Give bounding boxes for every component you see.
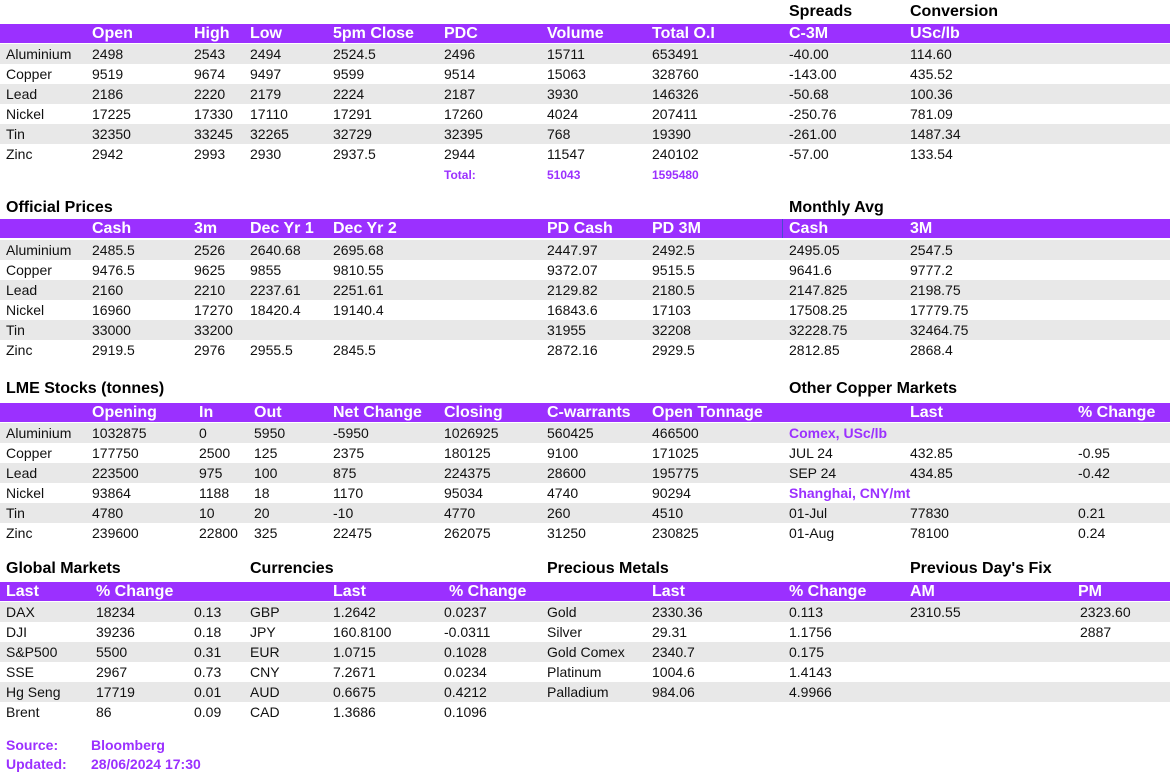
total-label: Total:: [444, 168, 476, 182]
fix-cell: 2323.60: [1080, 604, 1131, 620]
column-header: PD Cash: [547, 220, 613, 237]
fix-cell: 2310.55: [910, 604, 961, 620]
precious-cell: Platinum: [547, 664, 602, 680]
copper-market-label: JUL 24: [789, 445, 833, 461]
column-header: High: [194, 25, 230, 42]
currencies-cell: 0.1096: [444, 704, 487, 720]
global-cell: 0.09: [194, 704, 222, 720]
market-cell: -40.00: [789, 46, 829, 62]
currencies-cell: 1.2642: [333, 604, 376, 620]
official-cell: 9625: [194, 262, 226, 278]
market-cell: 2543: [194, 46, 226, 62]
column-header: Opening: [92, 404, 157, 421]
market-cell: 17110: [250, 106, 288, 122]
column-header: % Change: [789, 583, 867, 600]
column-header: C-3M: [789, 25, 829, 42]
source-label: Source:: [6, 737, 59, 753]
column-header: 3M: [910, 220, 933, 237]
column-header: Total O.I: [652, 25, 715, 42]
stocks-cell: Copper: [6, 445, 52, 461]
copper-market-change: 0.21: [1078, 505, 1106, 521]
copper-market-change: 0.24: [1078, 525, 1106, 541]
stocks-cell: 4740: [547, 485, 579, 501]
column-header: Open: [92, 25, 133, 42]
copper-market-last: 432.85: [910, 445, 953, 461]
global-cell: 2967: [96, 664, 128, 680]
stocks-cell: 262075: [444, 525, 491, 541]
market-cell: 15063: [547, 66, 586, 82]
stocks-cell: 9100: [547, 445, 579, 461]
global-cell: SSE: [6, 664, 35, 680]
column-header: In: [199, 404, 214, 421]
market-cell: 2220: [194, 86, 226, 102]
stocks-cell: 90294: [652, 485, 691, 501]
market-cell: 1487.34: [910, 126, 961, 142]
precious-cell: 1004.6: [652, 664, 695, 680]
currencies-title: Currencies: [250, 560, 334, 577]
market-cell: 2937.5: [333, 146, 376, 162]
copper-market-label: Comex, USc/lb: [789, 425, 888, 441]
stocks-cell: -10: [333, 505, 354, 521]
global-cell: DAX: [6, 604, 35, 620]
official-cell: 33200: [194, 322, 233, 338]
precious-cell: 29.31: [652, 624, 688, 640]
official-cell: 2160: [92, 282, 124, 298]
official-cell: 2547.5: [910, 242, 953, 258]
official-cell: 19140.4: [333, 302, 384, 318]
official-cell: Copper: [6, 262, 52, 278]
precious-cell: 1.4143: [789, 664, 832, 680]
stocks-cell: 28600: [547, 465, 586, 481]
stocks-cell: 10: [199, 505, 215, 521]
official-cell: 32228.75: [789, 322, 848, 338]
market-cell: 17330: [194, 106, 233, 122]
official-cell: 17508.25: [789, 302, 848, 318]
stocks-cell: 560425: [547, 425, 594, 441]
row-shade: [0, 124, 1170, 144]
currencies-cell: 7.2671: [333, 664, 376, 680]
market-cell: -250.76: [789, 106, 837, 122]
column-header: % Change: [1078, 404, 1156, 421]
official-cell: 17103: [652, 302, 691, 318]
market-cell: 32729: [333, 126, 372, 142]
market-cell: 4024: [547, 106, 579, 122]
source-value: Bloomberg: [91, 737, 165, 753]
copper-market-last: 77830: [910, 505, 949, 521]
market-cell: 9599: [333, 66, 365, 82]
copper-market-label: 01-Jul: [789, 505, 828, 521]
official-cell: 2695.68: [333, 242, 384, 258]
official-cell: 2237.61: [250, 282, 301, 298]
official-cell: 2640.68: [250, 242, 301, 258]
precious-cell: Silver: [547, 624, 583, 640]
official-cell: 2198.75: [910, 282, 961, 298]
column-header: Closing: [444, 404, 503, 421]
official-cell: 17270: [194, 302, 233, 318]
stocks-cell: 195775: [652, 465, 699, 481]
stocks-cell: 260: [547, 505, 571, 521]
official-cell: 9855: [250, 262, 282, 278]
copper-market-label: Shanghai, CNY/mt: [789, 485, 911, 501]
market-cell: 2224: [333, 86, 365, 102]
currencies-cell: 1.3686: [333, 704, 376, 720]
market-cell: 2524.5: [333, 46, 376, 62]
precious-cell: Gold: [547, 604, 577, 620]
official-cell: 9476.5: [92, 262, 135, 278]
market-cell: -50.68: [789, 86, 829, 102]
global-cell: Brent: [6, 704, 40, 720]
official-cell: 2485.5: [92, 242, 135, 258]
market-cell: 2496: [444, 46, 476, 62]
market-cell: 2993: [194, 146, 226, 162]
stocks-cell: 20: [254, 505, 270, 521]
market-cell: Copper: [6, 66, 52, 82]
market-cell: 2942: [92, 146, 124, 162]
precious-cell: Palladium: [547, 684, 609, 700]
stocks-cell: 230825: [652, 525, 699, 541]
official-cell: 32208: [652, 322, 691, 338]
market-cell: 17291: [333, 106, 372, 122]
stocks-cell: Zinc: [6, 525, 33, 541]
row-shade: [0, 602, 1170, 622]
market-cell: Lead: [6, 86, 38, 102]
global-cell: 0.73: [194, 664, 222, 680]
global-cell: 17719: [96, 684, 135, 700]
stocks-cell: Nickel: [6, 485, 45, 501]
global-cell: Hg Seng: [6, 684, 61, 700]
market-cell: 435.52: [910, 66, 953, 82]
market-cell: 2494: [250, 46, 282, 62]
column-header: 3m: [194, 220, 218, 237]
official-cell: 2180.5: [652, 282, 695, 298]
row-shade: [0, 84, 1170, 104]
column-header: Last: [910, 404, 943, 421]
fix-cell: 2887: [1080, 624, 1112, 640]
official-cell: 2147.825: [789, 282, 848, 298]
column-header: Net Change: [333, 404, 422, 421]
market-cell: -143.00: [789, 66, 837, 82]
precious-cell: 2330.36: [652, 604, 703, 620]
stocks-cell: 5950: [254, 425, 286, 441]
column-header: Last: [333, 583, 366, 600]
stocks-cell: 1170: [333, 485, 364, 501]
official-cell: 31955: [547, 322, 586, 338]
stocks-cell: 1026925: [444, 425, 499, 441]
market-cell: 2930: [250, 146, 282, 162]
official-cell: 9515.5: [652, 262, 695, 278]
stocks-cell: 466500: [652, 425, 699, 441]
official-cell: 18420.4: [250, 302, 301, 318]
stocks-cell: 2500: [199, 445, 231, 461]
column-header: Dec Yr 2: [333, 220, 397, 237]
total-volume: 51043: [547, 168, 581, 182]
precious-cell: 4.9966: [789, 684, 832, 700]
official-cell: 2868.4: [910, 342, 953, 358]
copper-market-change: -0.42: [1078, 465, 1110, 481]
global-cell: 39236: [96, 624, 135, 640]
global-cell: DJI: [6, 624, 27, 640]
spreads-title: Spreads: [789, 3, 853, 20]
stocks-cell: 125: [254, 445, 278, 461]
previous-fix-title: Previous Day's Fix: [910, 560, 1052, 577]
currencies-cell: 0.6675: [333, 684, 376, 700]
currencies-cell: 0.4212: [444, 684, 487, 700]
official-cell: 2447.97: [547, 242, 598, 258]
precious-metals-title: Precious Metals: [547, 560, 669, 577]
official-cell: Tin: [6, 322, 25, 338]
stocks-cell: 100: [254, 465, 278, 481]
stocks-cell: 975: [199, 465, 223, 481]
global-cell: 0.18: [194, 624, 222, 640]
official-cell: 9810.55: [333, 262, 384, 278]
official-cell: 2955.5: [250, 342, 293, 358]
market-cell: 133.54: [910, 146, 953, 162]
stocks-cell: 18: [254, 485, 270, 501]
column-divider: [782, 219, 783, 238]
currencies-cell: CAD: [250, 704, 280, 720]
column-header: % Change: [96, 583, 174, 600]
copper-market-label: 01-Aug: [789, 525, 835, 541]
column-header: C-warrants: [547, 404, 631, 421]
official-cell: 2845.5: [333, 342, 376, 358]
column-header: Volume: [547, 25, 604, 42]
precious-cell: 0.113: [789, 604, 823, 620]
official-cell: Lead: [6, 282, 38, 298]
stocks-cell: Aluminium: [6, 425, 72, 441]
stocks-cell: 1032875: [92, 425, 147, 441]
official-cell: Nickel: [6, 302, 45, 318]
currencies-cell: AUD: [250, 684, 280, 700]
currencies-cell: 0.1028: [444, 644, 487, 660]
column-header: Cash: [92, 220, 132, 237]
market-cell: 11547: [547, 146, 585, 162]
copper-market-last: 434.85: [910, 465, 953, 481]
precious-cell: Gold Comex: [547, 644, 625, 660]
official-cell: 2919.5: [92, 342, 135, 358]
stocks-cell: 31250: [547, 525, 586, 541]
market-cell: 328760: [652, 66, 699, 82]
stocks-cell: 0: [199, 425, 207, 441]
official-cell: 2976: [194, 342, 226, 358]
official-cell: 32464.75: [910, 322, 969, 338]
stocks-cell: Lead: [6, 465, 38, 481]
market-cell: 9514: [444, 66, 476, 82]
market-cell: 2179: [250, 86, 282, 102]
stocks-cell: 4770: [444, 505, 476, 521]
official-cell: 16960: [92, 302, 131, 318]
bottom-header-band: [0, 582, 1170, 601]
stocks-cell: 93864: [92, 485, 131, 501]
updated-value: 28/06/2024 17:30: [91, 756, 201, 772]
lme-stocks-title: LME Stocks (tonnes): [6, 380, 165, 397]
market-cell: 15711: [547, 46, 585, 62]
official-cell: 2526: [194, 242, 226, 258]
column-header: Out: [254, 404, 282, 421]
stocks-cell: 22800: [199, 525, 238, 541]
monthly-avg-title: Monthly Avg: [789, 199, 884, 216]
row-shade: [0, 503, 1170, 523]
copper-market-last: 78100: [910, 525, 949, 541]
currencies-cell: 0.0234: [444, 664, 487, 680]
official-prices-title: Official Prices: [6, 199, 113, 216]
market-cell: 653491: [652, 46, 699, 62]
official-cell: 2210: [194, 282, 226, 298]
global-cell: 0.31: [194, 644, 222, 660]
market-cell: -261.00: [789, 126, 837, 142]
market-cell: Aluminium: [6, 46, 72, 62]
stocks-cell: -5950: [333, 425, 369, 441]
official-cell: Zinc: [6, 342, 33, 358]
column-header: PD 3M: [652, 220, 701, 237]
global-cell: 5500: [96, 644, 128, 660]
market-cell: 17225: [92, 106, 131, 122]
market-cell: 33245: [194, 126, 233, 142]
official-cell: 2495.05: [789, 242, 840, 258]
official-cell: 2812.85: [789, 342, 840, 358]
column-header: PM: [1078, 583, 1102, 600]
precious-cell: 2340.7: [652, 644, 695, 660]
official-cell: Aluminium: [6, 242, 72, 258]
currencies-cell: 0.0237: [444, 604, 487, 620]
market-cell: -57.00: [789, 146, 829, 162]
currencies-cell: -0.0311: [444, 624, 491, 640]
official-cell: 16843.6: [547, 302, 598, 318]
copper-market-label: SEP 24: [789, 465, 837, 481]
official-cell: 17779.75: [910, 302, 969, 318]
market-cell: 114.60: [910, 46, 952, 62]
market-cell: Tin: [6, 126, 25, 142]
conversion-title: Conversion: [910, 3, 999, 20]
currencies-cell: 1.0715: [333, 644, 376, 660]
column-header: Dec Yr 1: [250, 220, 314, 237]
stocks-cell: 224375: [444, 465, 491, 481]
official-cell: 9777.2: [910, 262, 953, 278]
official-cell: 2929.5: [652, 342, 695, 358]
stocks-cell: 2375: [333, 445, 365, 461]
market-cell: 781.09: [910, 106, 953, 122]
market-cell: 100.36: [910, 86, 953, 102]
column-header: PDC: [444, 25, 478, 42]
official-cell: 2492.5: [652, 242, 695, 258]
precious-cell: 984.06: [652, 684, 695, 700]
column-header: % Change: [449, 583, 527, 600]
precious-cell: 1.1756: [789, 624, 832, 640]
copper-market-change: -0.95: [1078, 445, 1110, 461]
stocks-cell: 239600: [92, 525, 139, 541]
official-cell: 2872.16: [547, 342, 598, 358]
official-cell: 2129.82: [547, 282, 598, 298]
global-cell: 86: [96, 704, 112, 720]
stocks-cell: 171025: [652, 445, 699, 461]
market-cell: 2187: [444, 86, 476, 102]
column-header: Low: [250, 25, 282, 42]
global-markets-title: Global Markets: [6, 560, 121, 577]
global-cell: 18234: [96, 604, 135, 620]
market-cell: 240102: [652, 146, 699, 162]
stocks-cell: 1188: [199, 485, 230, 501]
other-copper-title: Other Copper Markets: [789, 380, 958, 397]
official-cell: 33000: [92, 322, 131, 338]
stocks-cell: 325: [254, 525, 278, 541]
stocks-cell: 177750: [92, 445, 139, 461]
market-cell: 32350: [92, 126, 131, 142]
currencies-cell: EUR: [250, 644, 280, 660]
market-cell: Nickel: [6, 106, 45, 122]
column-header: 5pm Close: [333, 25, 414, 42]
column-header: Cash: [789, 220, 829, 237]
market-cell: 146326: [652, 86, 699, 102]
updated-label: Updated:: [6, 756, 67, 772]
global-cell: S&P500: [6, 644, 58, 660]
market-cell: 32265: [250, 126, 289, 142]
market-cell: 207411: [652, 106, 698, 122]
column-header: Open Tonnage: [652, 404, 763, 421]
official-cell: 9641.6: [789, 262, 832, 278]
column-header: Last: [652, 583, 685, 600]
market-cell: Zinc: [6, 146, 33, 162]
stocks-cell: 223500: [92, 465, 139, 481]
column-header: Last: [6, 583, 39, 600]
market-cell: 2186: [92, 86, 124, 102]
market-cell: 9497: [250, 66, 282, 82]
market-cell: 2498: [92, 46, 124, 62]
column-header: AM: [910, 583, 935, 600]
market-cell: 3930: [547, 86, 579, 102]
stocks-cell: 95034: [444, 485, 483, 501]
precious-cell: 0.175: [789, 644, 825, 660]
stocks-cell: 4780: [92, 505, 124, 521]
market-cell: 9519: [92, 66, 124, 82]
column-header: USc/lb: [910, 25, 960, 42]
official-cell: 2251.61: [333, 282, 384, 298]
currencies-cell: GBP: [250, 604, 280, 620]
currencies-cell: JPY: [250, 624, 276, 640]
market-cell: 2944: [444, 146, 476, 162]
stocks-cell: 22475: [333, 525, 372, 541]
market-cell: 17260: [444, 106, 483, 122]
currencies-cell: 160.8100: [333, 624, 392, 640]
total-oi: 1595480: [652, 168, 699, 182]
row-shade: [0, 44, 1170, 64]
global-cell: 0.13: [194, 604, 222, 620]
stocks-cell: Tin: [6, 505, 25, 521]
global-cell: 0.01: [194, 684, 222, 700]
market-cell: 19390: [652, 126, 691, 142]
stocks-cell: 875: [333, 465, 357, 481]
stocks-cell: 4510: [652, 505, 684, 521]
official-cell: 9372.07: [547, 262, 598, 278]
market-cell: 9674: [194, 66, 226, 82]
stocks-cell: 180125: [444, 445, 491, 461]
market-cell: 768: [547, 126, 571, 142]
market-cell: 32395: [444, 126, 483, 142]
currencies-cell: CNY: [250, 664, 280, 680]
